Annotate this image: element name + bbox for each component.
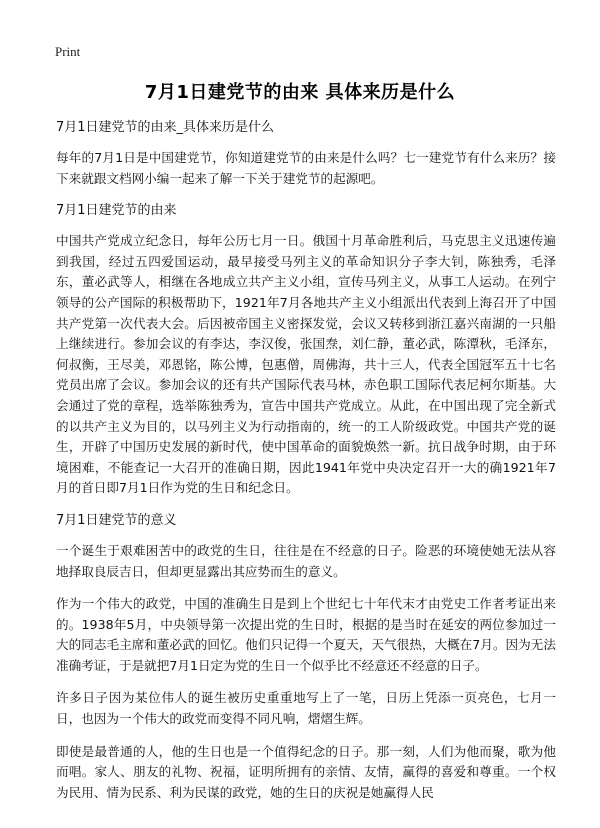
document-heading: 7月1日建党节的由来_具体来历是什么	[56, 120, 275, 135]
origin-heading: 7月1日建党节的由来	[56, 203, 177, 219]
document-body	[56, 118, 556, 815]
origin-paragraph: 中国共产党成立纪念日，每年公历七月一日。俄国十月革命胜利后，马克思主义迅速传遍到我国，经过五四爱国运动，最早接受马列主义的革命知识分子李大钊，陈独秀，毛泽东，董必武等人，相继在各地成立共产主义小组，宣传马列主义，从事工人运动。在列宁领导的公产国际的积极帮助下，1921年7月各地共产主义小组派出代表到上海召开了中国共产党第一次代表大会。后因被帝国主义密探发觉，会议又转移到浙江嘉兴南湖的一只船上继续进行。参加会议的有李达，李汉俊，张国焘，刘仁静，董必武，陈潭秋，毛泽东，何叔衡，王尽美，邓恩铭，陈公博，包惠僧，周佛海，共十三人，代表全国冠军五十七名党员出席了会议。参加会议的还有共产国际代表马林，赤色职工国际代表尼柯尔斯基。大会通过了党的章程，选举陈独秀为，宣告中国共产党成立。从此，在中国出现了完全新式的以共产主义为目的，以马列主义为行动指南的，统一的工人阶级政党。中国共产党的诞生，开辟了中国历史发展的新时代，使中国革命的面貌焕然一新。抗日战争时期，由于环境困难，不能查记一大召开的准确日期，因此1941年党中央决定召开一大的确1921年7月的首日即7月1日作为党的生日和纪念日。	[56, 233, 556, 496]
meaning-paragraph-1: 一个诞生于艰难困苦中的政党的生日，往往是在不经意的日子。险恶的环境使她无法从容地择取良辰吉日，但却更显露出其应势而生的意义。	[56, 542, 556, 579]
meaning-paragraph-3: 许多日子因为某位伟人的诞生被历史重重地写上了一笔，日历上凭添一页亮色，七月一日，也因为一个伟大的政党而变得不同凡响，熠熠生辉。	[56, 690, 556, 727]
meaning-paragraph-2: 作为一个伟大的政党，中国的准确生日是到上个世纪七十年代末才由党史工作者考证出来的。1938年5月，中央领导第一次提出党的生日时，根据的是当时在延安的两位参加过一大的同志毛主席和董必武的回忆。他们只记得一个夏天，天气很热，大概在7月。因为无法准确考证，于是就把7月1日定为党的生日一个似乎比不经意还不经意的日子。	[56, 596, 556, 673]
intro-paragraph: 每年的7月1日是中国建党节，你知道建党节的由来是什么吗？七一建党节有什么来历？接下来就跟文档网小编一起来了解一下关于建党节的起源吧。	[56, 150, 556, 186]
print-label: Print	[55, 44, 81, 59]
meaning-paragraph-4: 即使是最普通的人，他的生日也是一个值得纪念的日子。那一刻，人们为他而聚，歌为他而唱。家人、朋友的礼物、祝福，证明所拥有的亲情、友情，赢得的喜爱和尊重。一个权为民用、情为民系、利为民谋的政党，她的生日的庆祝是她赢得人民	[56, 743, 556, 800]
page-title: 7月1日建党节的由来 具体来历是什么	[144, 82, 456, 103]
meaning-heading: 7月1日建党节的意义	[56, 512, 177, 528]
